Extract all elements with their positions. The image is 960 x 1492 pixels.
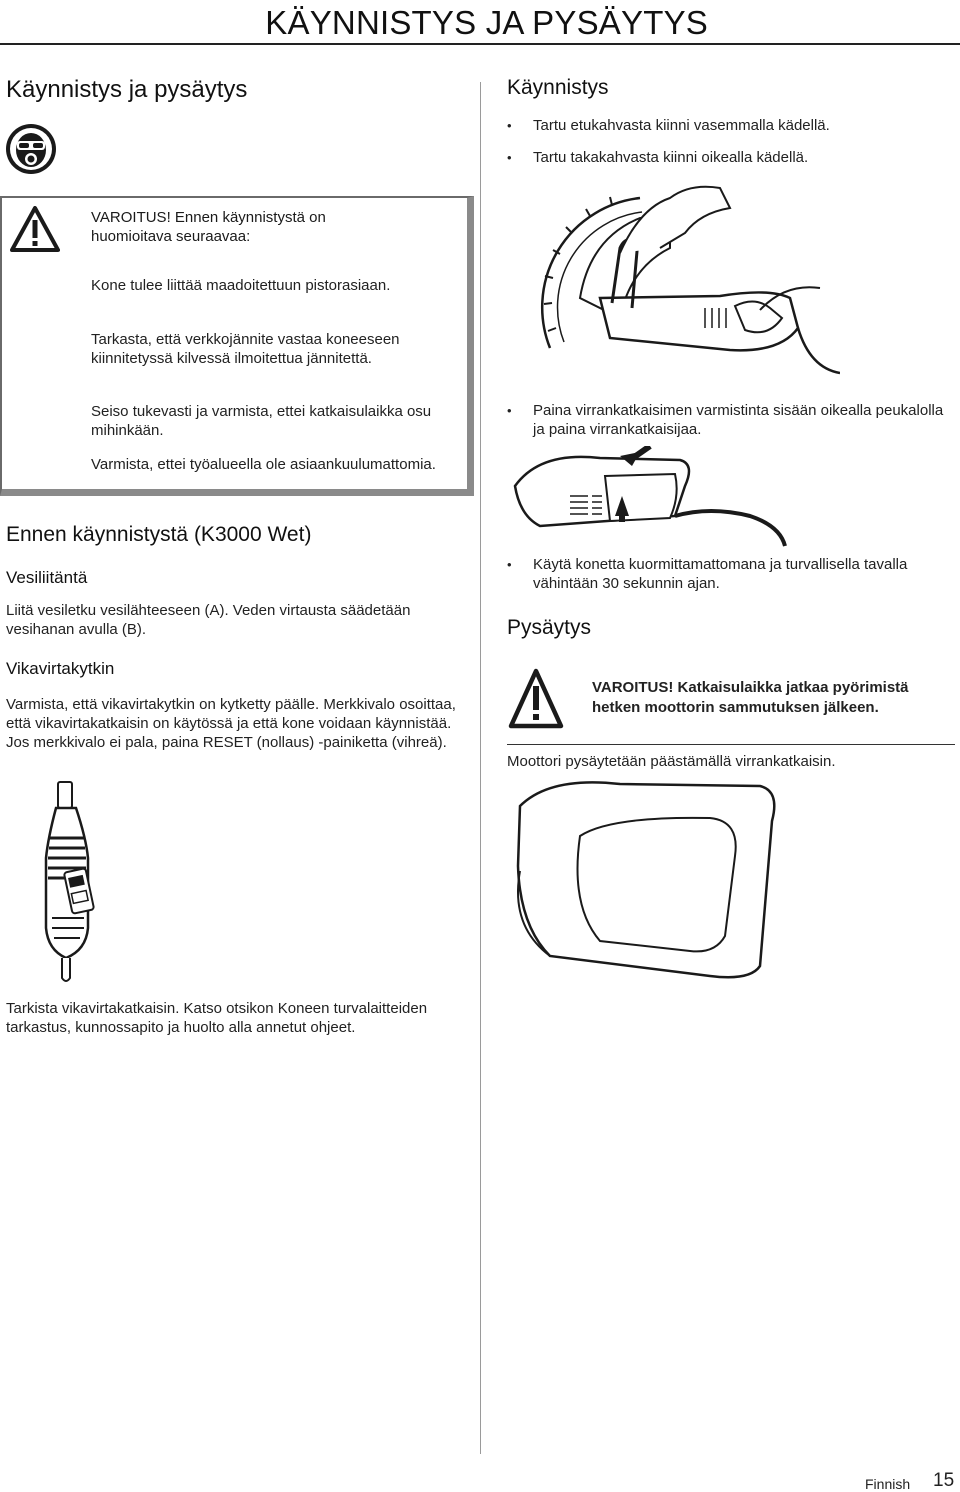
- subheading-residual-current-device: Vikavirtakytkin: [6, 659, 115, 678]
- footer-language: Finnish: [865, 1476, 911, 1492]
- warning-item: Kone tulee liittää maadoitettuun pistorasiaan.: [91, 277, 391, 294]
- warning-item: Seiso tukevasti ja varmista, ettei katkaisulaikka osu mihinkään.: [91, 403, 432, 439]
- section-heading-start-stop: Käynnistys ja pysäytys: [6, 76, 248, 103]
- page-title: KÄYNNISTYS JA PYSÄYTYS: [265, 4, 708, 41]
- stop-warning-text: VAROITUS! Katkaisulaikka jatkaa pyörimistä hetken moottorin sammutuksen jälkeen.: [592, 679, 909, 716]
- rcd-plug-illustration: [16, 778, 116, 986]
- trigger-step-list: [507, 401, 947, 439]
- warning-triangle-icon: [10, 206, 60, 252]
- title-rule: [0, 43, 960, 45]
- list-item: • Paina virrankatkaisimen varmistinta sisään oikealla peukalolla ja paina virrankatkaisijaa.: [507, 401, 947, 439]
- list-item: • Käytä konetta kuormittamattomana ja turvallisella tavalla vähintään 30 sekunnin ajan.: [507, 555, 947, 593]
- column-divider: [480, 82, 481, 1454]
- start-steps-list: [507, 116, 947, 180]
- warning-title: VAROITUS! Ennen käynnistystä on huomioitava seuraavaa:: [91, 209, 326, 245]
- warning-item: Tarkasta, että verkkojännite vastaa koneeseen kiinnitetyssä kilvessä ilmoitettua jännitettä.: [91, 331, 400, 367]
- power-cutter-grip-illustration: [520, 178, 840, 388]
- respirator-mask-icon: [4, 122, 58, 176]
- rcd-text: Varmista, että vikavirtakytkin on kytketty päälle. Merkkivalo osoittaa, että vikavirtakatkaisin on käytössä ja että kone voidaan käynnistää. Jos merkkivalo ei pala, paina RESET (nollaus) -painiketta (vihreä).: [6, 696, 456, 751]
- handle-release-illustration: [510, 776, 840, 991]
- section-heading-before-start: Ennen käynnistystä (K3000 Wet): [6, 523, 312, 546]
- trigger-handle-illustration: [510, 446, 840, 566]
- run-step-list: [507, 555, 947, 593]
- water-connection-text: Liitä vesiletku vesilähteeseen (A). Veden virtausta säädetään vesihanan avulla (B).: [6, 602, 411, 638]
- stop-text: Moottori pysäytetään päästämällä virrankatkaisin.: [507, 753, 836, 770]
- warning-item: Varmista, ettei työalueella ole asiaankuulumattomia.: [91, 456, 436, 473]
- subheading-water-connection: Vesiliitäntä: [6, 568, 88, 587]
- warning-triangle-icon: [508, 668, 564, 730]
- rcd-check-text: Tarkista vikavirtakatkaisin. Katso otsikon Koneen turvalaitteiden tarkastus, kunnossapito ja huolto alla annetut ohjeet.: [6, 1000, 428, 1036]
- divider: [507, 744, 955, 745]
- list-item: • Tartu etukahvasta kiinni vasemmalla kädellä.: [507, 116, 947, 135]
- list-item: • Tartu takakahvasta kiinni oikealla kädellä.: [507, 148, 947, 167]
- section-heading-stop: Pysäytys: [507, 616, 592, 639]
- section-heading-start: Käynnistys: [507, 76, 609, 99]
- page-number: 15: [933, 1470, 955, 1491]
